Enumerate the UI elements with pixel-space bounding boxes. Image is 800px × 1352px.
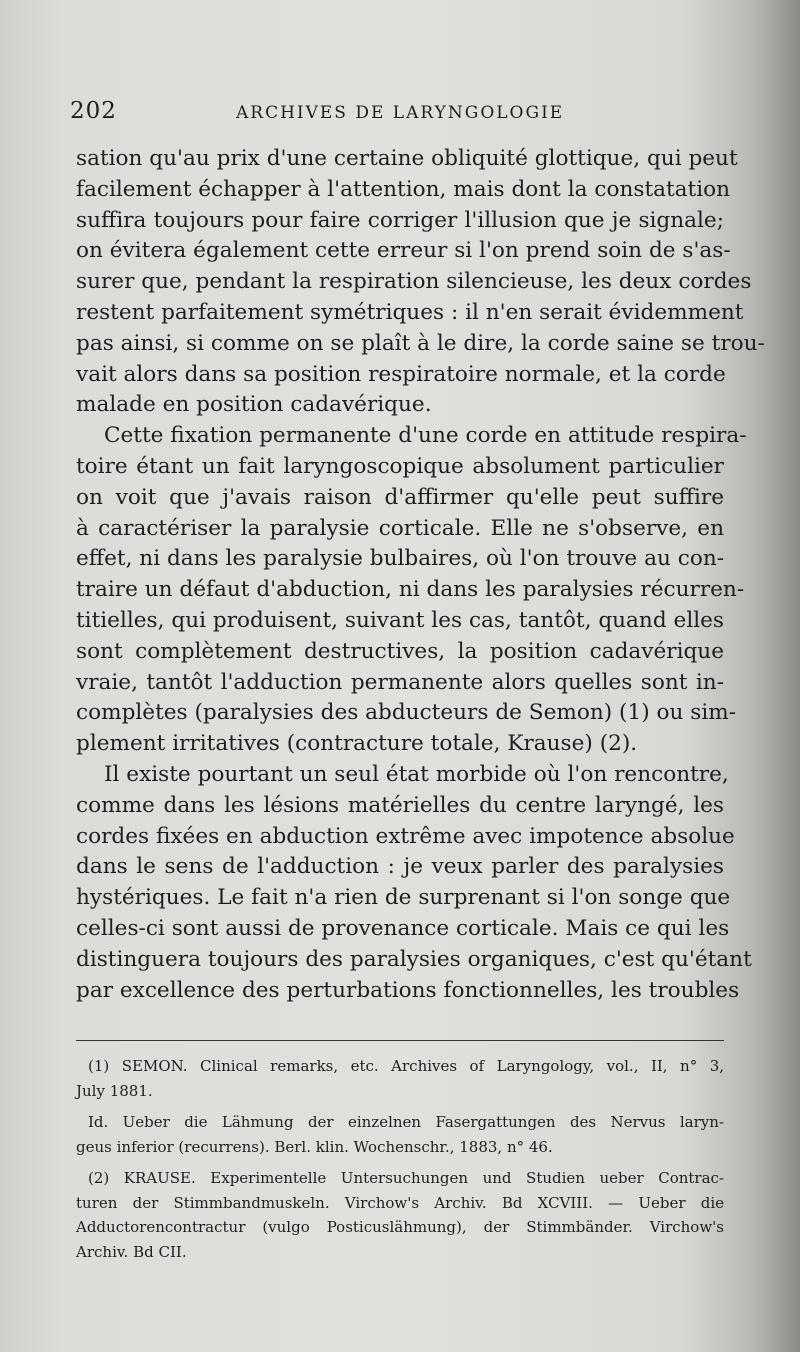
body-line: par excellence des perturbations fonctionnelles, les troubles (76, 977, 740, 1003)
footnote-line: (1) SEMON. Clinical remarks, etc. Archives of Laryngology, vol., II, n° 3, (88, 1057, 724, 1075)
body-line: effet, ni dans les paralysie bulbaires, où l'on trouve au con- (76, 546, 725, 572)
body-line: Il existe pourtant un seul état morbide où l'on rencontre, (104, 761, 729, 787)
body-line: facilement échapper à l'attention, mais dont la constatation (76, 176, 731, 202)
body-line: distinguera toujours des paralysies organiques, c'est qu'étant (76, 946, 752, 972)
body-line: traire un défaut d'abduction, ni dans les paralysies récurren- (76, 577, 745, 603)
body-line: toire étant un fait laryngoscopique absolument particulier (76, 453, 724, 479)
body-line: sation qu'au prix d'une certaine obliquité glottique, qui peut (76, 146, 738, 171)
footnote-line: Adductorencontractur (vulgo Posticuslähmung), der Stimmbänder. Virchow's (76, 1218, 724, 1236)
body-line: titielles, qui produisent, suivant les cas, tantôt, quand elles (76, 607, 724, 633)
body-line: cordes fixées en abduction extrême avec impotence absolue (76, 823, 735, 849)
body-line: pas ainsi, si comme on se plaît à le dire, la corde saine se trou- (76, 330, 765, 356)
footnotes (76, 1054, 724, 1264)
footnote-line: July 1881. (76, 1081, 153, 1100)
body-line: complètes (paralysies des abducteurs de Semon) (1) ou sim- (76, 700, 737, 726)
footnote-line: turen der Stimmbandmuskeln. Virchow's Archiv. Bd XCVIII. — Ueber die (76, 1193, 724, 1212)
footnote-line: Archiv. Bd CII. (76, 1242, 187, 1261)
body-line: on voit que j'avais raison d'affirmer qu'elle peut suffire (76, 484, 724, 510)
body-line: malade en position cadavérique. (76, 392, 432, 418)
body-line: à caractériser la paralysie corticale. Elle ne s'observe, en (76, 515, 724, 541)
body-line: comme dans les lésions matérielles du centre laryngé, les (76, 792, 724, 818)
body-text (76, 144, 765, 1006)
footnote-rule (76, 1040, 724, 1041)
body-line: vraie, tantôt l'adduction permanente alors quelles sont in- (76, 669, 724, 695)
footnote-line: geus inferior (recurrens). Berl. klin. Wochenschr., 1883, n° 46. (76, 1137, 553, 1156)
body-line: plement irritatives (contracture totale, Krause) (2). (76, 731, 638, 757)
body-line: hystériques. Le fait n'a rien de surprenant si l'on songe que (76, 885, 731, 911)
body-line: vait alors dans sa position respiratoire normale, et la corde (76, 361, 726, 387)
body-line: restent parfaitement symétriques : il n'en serait évidemment (76, 299, 744, 325)
footnote-line: (2) KRAUSE. Experimentelle Untersuchungen und Studien ueber Contrac- (88, 1169, 724, 1187)
body-line: sont complètement destructives, la position cadavérique (76, 638, 724, 664)
page-number: 202 (70, 98, 117, 124)
body-line: suffira toujours pour faire corriger l'illusion que je signale; (76, 207, 724, 233)
body-line: dans le sens de l'adduction : je veux parler des paralysies (76, 854, 724, 880)
body-line: Cette fixation permanente d'une corde en attitude respira- (104, 423, 747, 449)
footnote-line: Id. Ueber die Lähmung der einzelnen Fasergattungen des Nervus laryn- (88, 1113, 724, 1131)
body-line: on évitera également cette erreur si l'on prend soin de s'as- (76, 238, 731, 264)
body-line: celles-ci sont aussi de provenance corticale. Mais ce qui les (76, 915, 730, 941)
running-head: ARCHIVES DE LARYNGOLOGIE (236, 103, 565, 123)
body-line: surer que, pendant la respiration silencieuse, les deux cordes (76, 269, 752, 295)
